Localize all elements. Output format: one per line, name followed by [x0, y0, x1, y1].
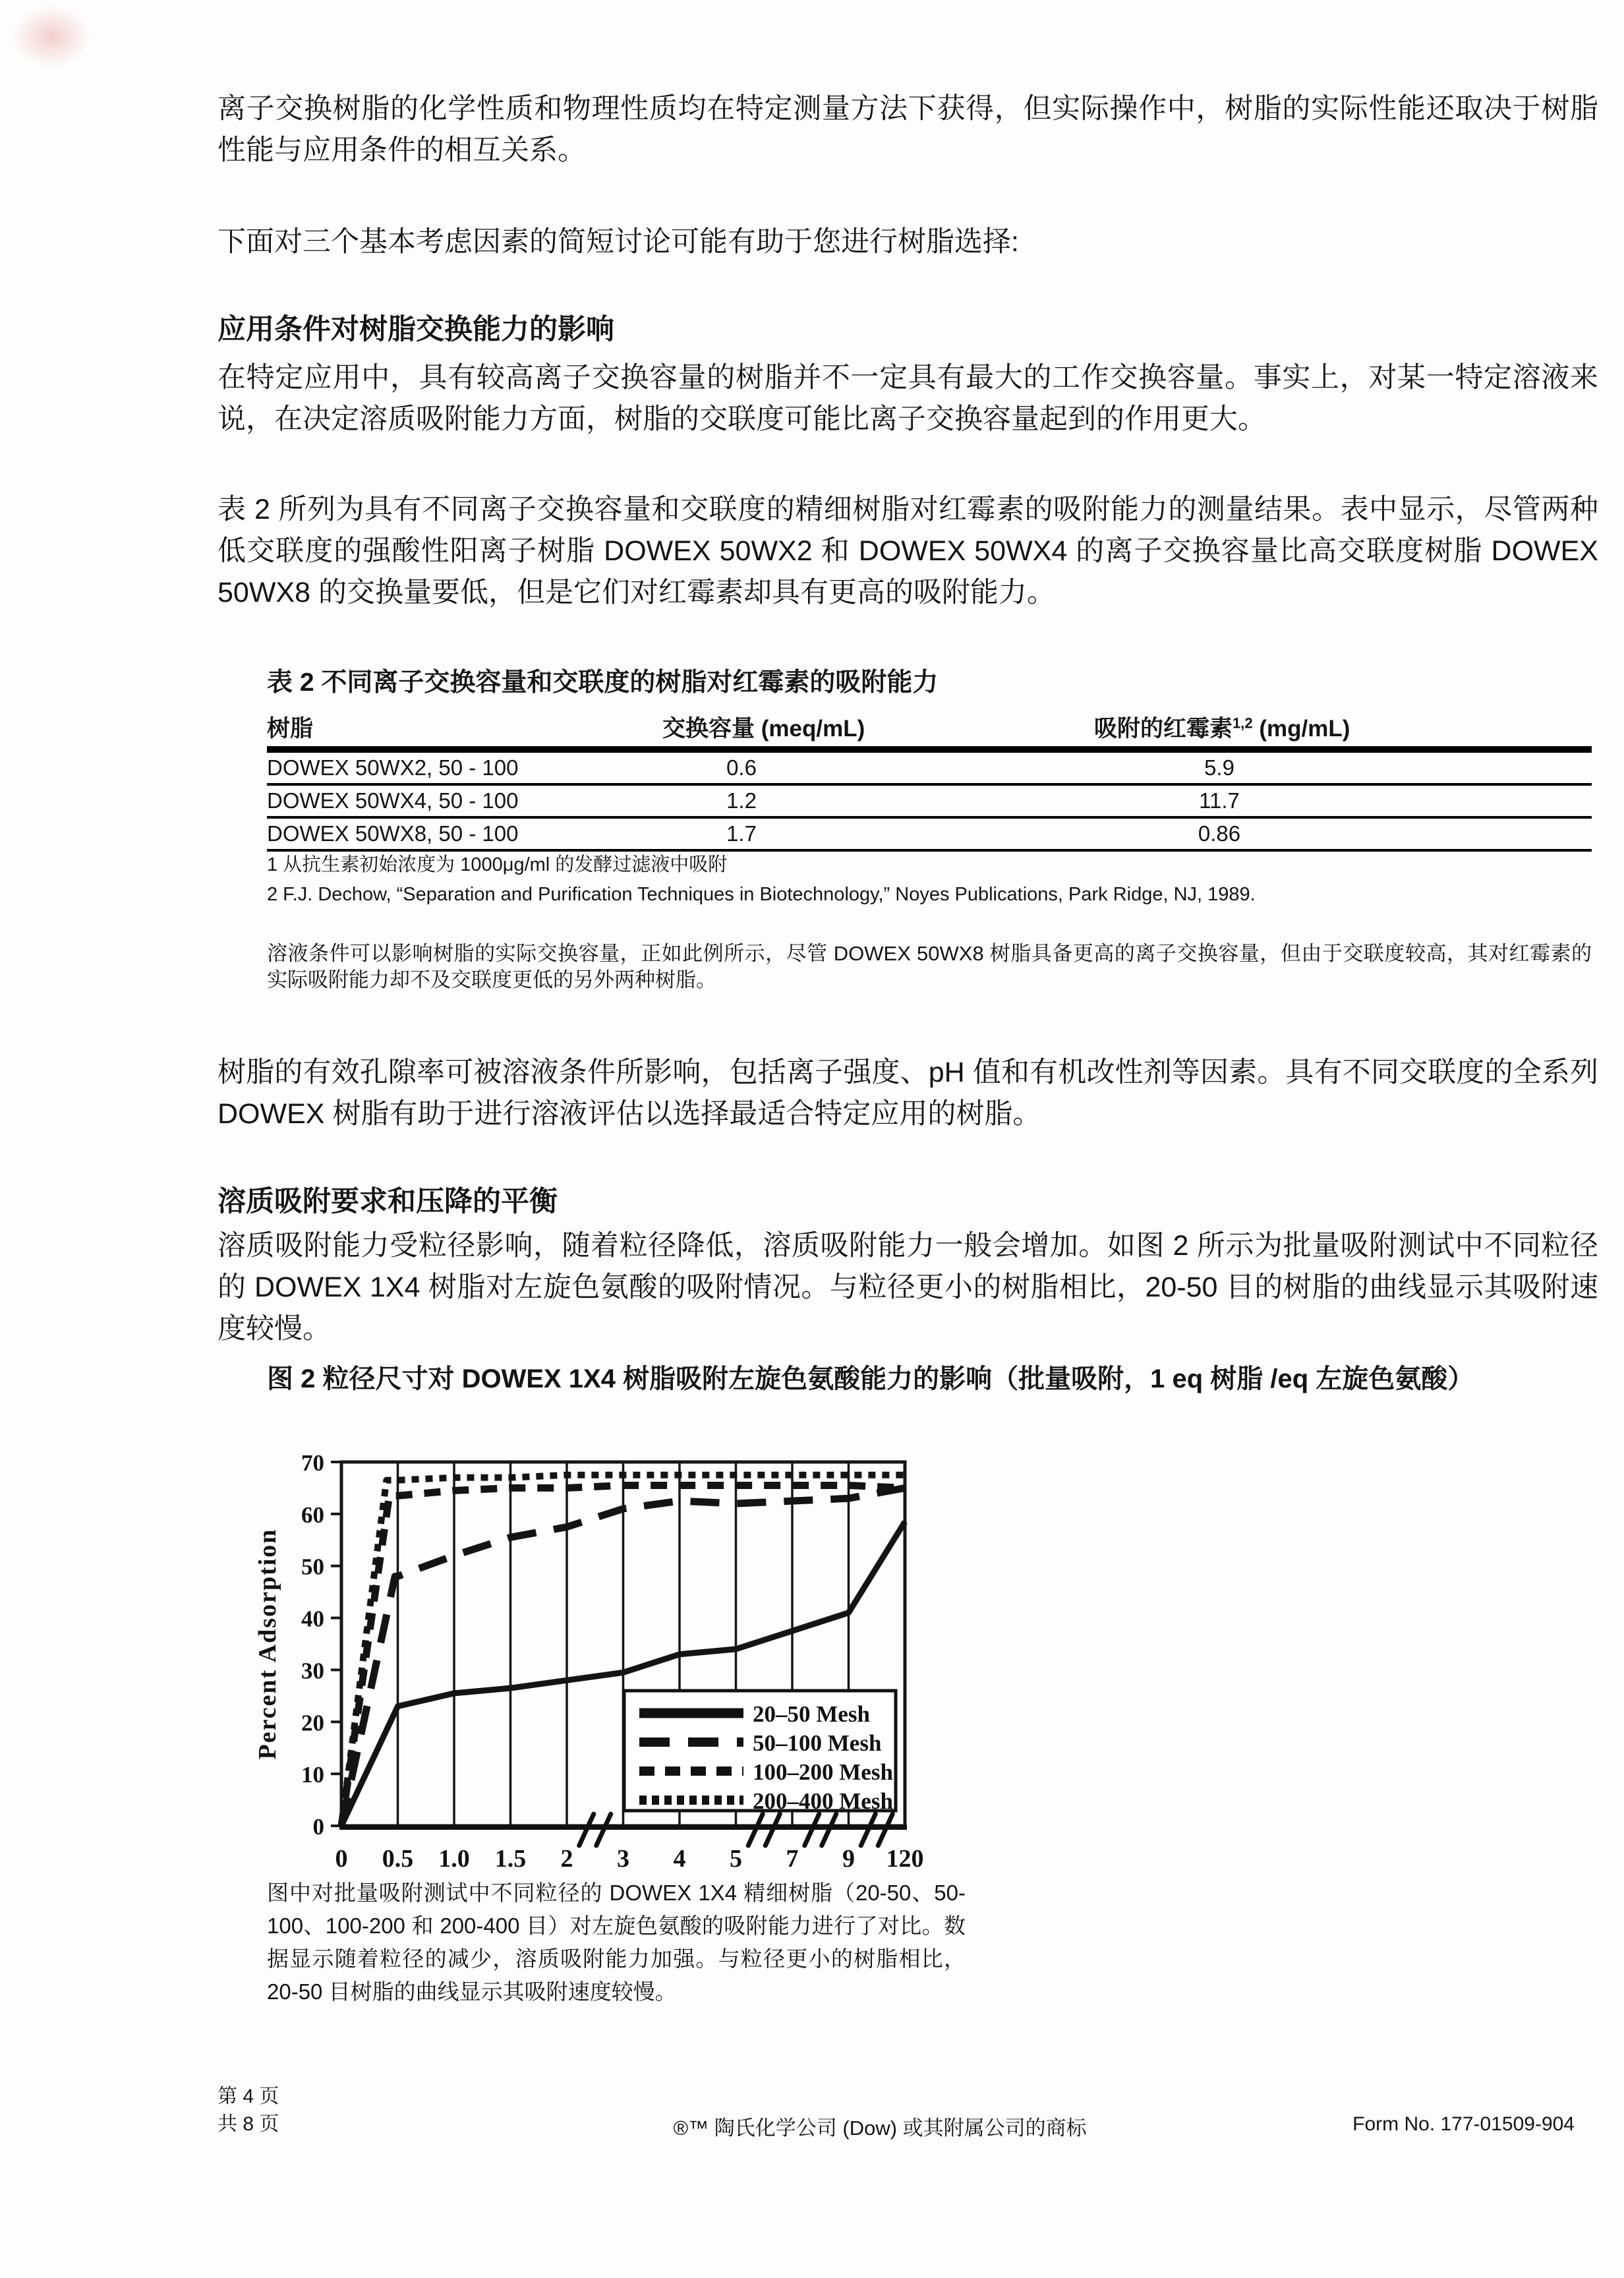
capacity-paragraph-1: 在特定应用中，具有较高离子交换容量的树脂并不一定具有最大的工作交换容量。事实上，对某一特定溶液来说，在决定溶质吸附能力方面，树脂的交联度可能比离子交换容量起到的作用更大。 [218, 362, 1598, 435]
section-heading-particle: 溶质吸附要求和压降的平衡 [218, 1186, 558, 1217]
svg-text:40: 40 [301, 1606, 324, 1632]
svg-text:0.5: 0.5 [382, 1845, 414, 1873]
svg-text:Percent Adsorption: Percent Adsorption [254, 1528, 281, 1760]
cell-erythromycin: 5.9 [1204, 755, 1234, 780]
table2-title: 表 2 不同离子交换容量和交联度的树脂对红霉素的吸附能力 [267, 668, 939, 697]
footer-trademark: ®™ 陶氏化学公司 (Dow) 或其附属公司的商标 [673, 2117, 1087, 2140]
cell-resin: DOWEX 50WX8, 50 - 100 [267, 821, 519, 846]
col-header-resin: 树脂 [267, 716, 314, 742]
col-header-erythromycin [1078, 711, 1592, 744]
svg-text:2: 2 [560, 1845, 573, 1873]
table-row [267, 753, 1592, 786]
porosity-paragraph: 树脂的有效孔隙率可被溶液条件所影响，包括离子强度、pH 值和有机改性剂等因素。具有不同交联度的全系列 DOWEX 树脂有助于进行溶液评估以选择最适合特定应用的树脂。 [218, 1057, 1598, 1130]
table2-note: 溶液条件可以影响树脂的实际交换容量，正如此例所示，尽管 DOWEX 50WX8 树脂具备更高的离子交换容量，但由于交联度较高，其对红霉素的实际吸附能力却不及交联度更低的另外两种树脂。 [267, 942, 1592, 991]
table2 [267, 704, 1592, 852]
table-row [267, 786, 1592, 819]
svg-text:7: 7 [786, 1845, 799, 1873]
cell-capacity: 0.6 [726, 755, 757, 780]
scan-artifact [12, 5, 91, 68]
svg-text:30: 30 [301, 1658, 324, 1684]
footnote-1: 1 从抗生素初始浓度为 1000μg/ml 的发酵过滤液中吸附 [267, 854, 728, 875]
cell-erythromycin: 0.86 [1198, 821, 1241, 846]
section-heading-capacity: 应用条件对树脂交换能力的影响 [218, 314, 614, 345]
table2-header-row [267, 704, 1592, 753]
svg-text:1.0: 1.0 [438, 1845, 470, 1873]
figure2-chart [218, 1424, 989, 1879]
figure2-title: 图 2 粒径尺寸对 DOWEX 1X4 树脂吸附左旋色氨酸能力的影响（批量吸附，1 eq 树脂 /eq 左旋色氨酸） [267, 1364, 1474, 1393]
footnote-superscript: 1,2 [1232, 715, 1253, 732]
svg-text:9: 9 [842, 1845, 855, 1873]
figure2-caption: 图中对批量吸附测试中不同粒径的 DOWEX 1X4 精细树脂（20-50、50-100、100-200 和 200-400 目）对左旋色氨酸的吸附能力进行了对比。数据显示随着粒径的减少，溶质吸附能力加强。与粒径更小的树脂相比，20-50 目树脂的曲线显示其吸附速度较慢。 [267, 1881, 966, 2004]
svg-text:20: 20 [301, 1710, 324, 1736]
svg-text:4: 4 [673, 1845, 686, 1873]
svg-text:0: 0 [335, 1845, 348, 1873]
cell-erythromycin: 11.7 [1199, 788, 1240, 813]
table-row [267, 819, 1592, 852]
intro-paragraph: 离子交换树脂的化学性质和物理性质均在特定测量方法下获得，但实际操作中，树脂的实际性能还取决于树脂性能与应用条件的相互关系。 [218, 93, 1598, 166]
particle-paragraph: 溶质吸附能力受粒径影响，随着粒径降低，溶质吸附能力一般会增加。如图 2 所示为批量吸附测试中不同粒径的 DOWEX 1X4 树脂对左旋色氨酸的吸附情况。与粒径更小的树脂相比，20-50 目的树脂的曲线显示其吸附速度较慢。 [218, 1230, 1598, 1345]
footer-form-number: Form No. 177-01509-904 [1352, 2113, 1575, 2135]
svg-text:120: 120 [886, 1845, 924, 1873]
table2-footnotes [267, 850, 1256, 910]
svg-text:20–50 Mesh: 20–50 Mesh [753, 1701, 870, 1727]
lead-paragraph: 下面对三个基本考虑因素的简短讨论可能有助于您进行树脂选择: [218, 226, 1019, 258]
svg-text:5: 5 [730, 1845, 742, 1873]
svg-text:100–200 Mesh: 100–200 Mesh [753, 1759, 893, 1785]
svg-text:50–100 Mesh: 50–100 Mesh [753, 1730, 882, 1756]
col-header-erythromycin-label: 吸附的红霉素 [1094, 716, 1233, 742]
cell-resin: DOWEX 50WX2, 50 - 100 [267, 755, 519, 780]
svg-text:50: 50 [301, 1554, 324, 1580]
footer-page-line1: 第 4 页 [218, 2086, 279, 2107]
cell-capacity: 1.2 [726, 788, 757, 813]
svg-text:1.5: 1.5 [494, 1845, 527, 1873]
svg-text:60: 60 [301, 1502, 324, 1528]
cell-capacity: 1.7 [726, 821, 757, 846]
svg-text:3: 3 [617, 1845, 629, 1873]
col-header-capacity: 交换容量 (meq/mL) [662, 716, 865, 742]
footnote-2: 2 F.J. Dechow, “Separation and Purification Techniques in Biotechnology,” Noyes Publications, Park Ridge, NJ, 1989. [267, 884, 1256, 905]
svg-text:70: 70 [301, 1450, 324, 1476]
col-header-erythromycin-unit: (mg/mL) [1252, 716, 1350, 742]
capacity-paragraph-2: 表 2 所列为具有不同离子交换容量和交联度的精细树脂对红霉素的吸附能力的测量结果。表中显示，尽管两种低交联度的强酸性阳离子树脂 DOWEX 50WX2 和 DOWEX 50WX4 的离子交换容量比高交联度树脂 DOWEX 50WX8 的交换量要低，但是它们对红霉素却具有更高的吸附能力。 [218, 494, 1598, 608]
svg-text:10: 10 [301, 1762, 324, 1788]
svg-text:0: 0 [312, 1814, 324, 1840]
svg-text:200–400 Mesh: 200–400 Mesh [753, 1788, 893, 1814]
figure2-line-chart [218, 1424, 989, 1879]
cell-resin: DOWEX 50WX4, 50 - 100 [267, 788, 519, 813]
footer-page-line2: 共 8 页 [218, 2113, 279, 2135]
